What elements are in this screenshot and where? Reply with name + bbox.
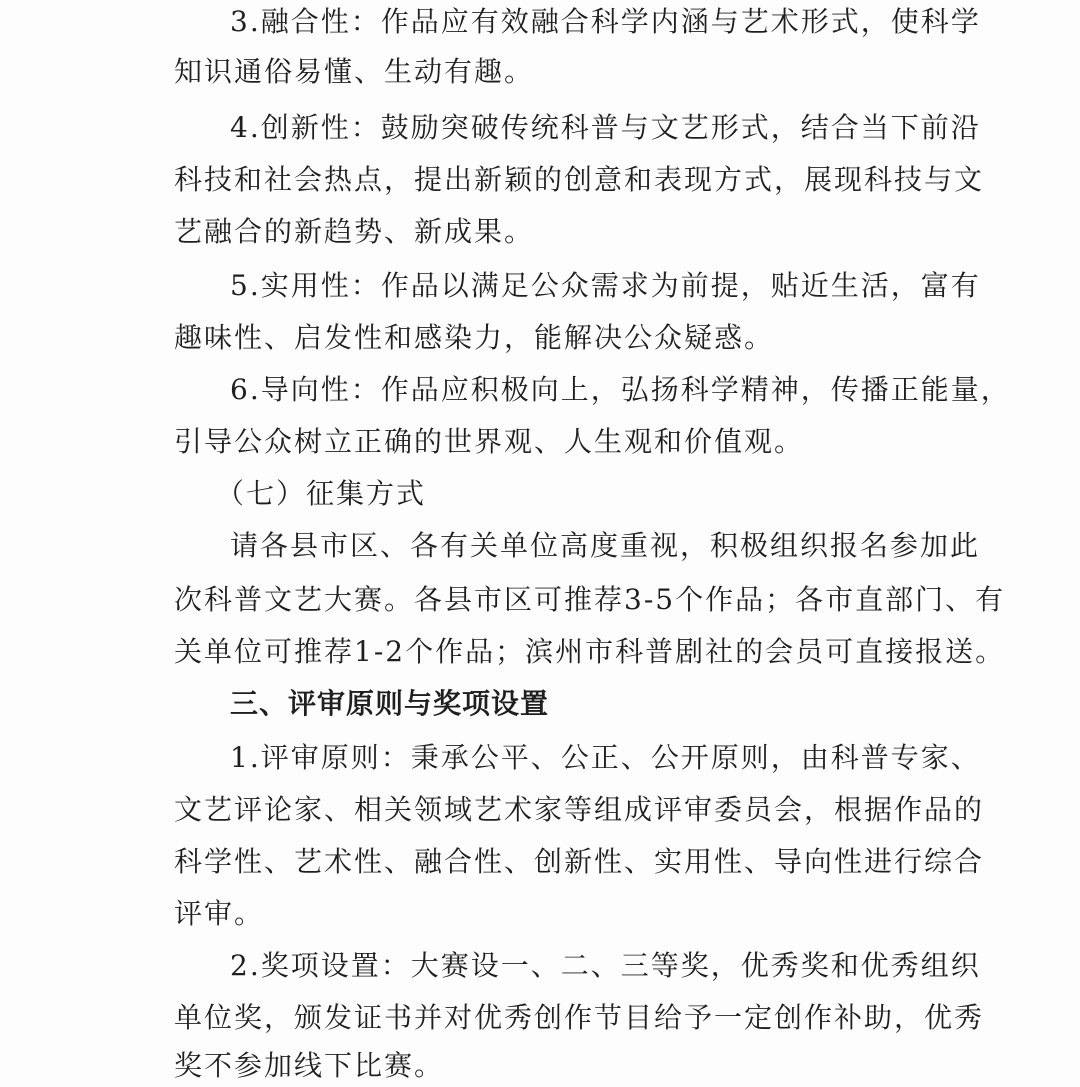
- section-heading: （七）征集方式: [216, 477, 427, 510]
- text-line: 请各县市区、各有关单位高度重视，积极组织报名参加此: [230, 529, 981, 562]
- text-line: 文艺评论家、相关领域艺术家等组成评审委员会，根据作品的: [174, 793, 985, 826]
- text-line: 趣味性、启发性和感染力，能解决公众疑惑。: [174, 321, 775, 354]
- text-line: 科学性、艺术性、融合性、创新性、实用性、导向性进行综合: [174, 845, 985, 878]
- text-line: 2.奖项设置：大赛设一、二、三等奖，优秀奖和优秀组织: [230, 949, 981, 982]
- text-line: 艺融合的新趋势、新成果。: [174, 215, 535, 248]
- text-line: 4.创新性：鼓励突破传统科普与文艺形式，结合当下前沿: [230, 111, 981, 144]
- text-line: 次科普文艺大赛。各县市区可推荐3-5个作品；各市直部门、有: [174, 583, 1006, 616]
- text-line: 引导公众树立正确的世界观、人生观和价值观。: [174, 425, 805, 458]
- text-line: 3.融合性：作品应有效融合科学内涵与艺术形式，使科学: [230, 5, 981, 38]
- text-line: 知识通俗易懂、生动有趣。: [174, 55, 535, 88]
- text-line: 1.评审原则：秉承公平、公正、公开原则，由科普专家、: [230, 741, 981, 774]
- text-line: 关单位可推荐1-2个作品；滨州市科普剧社的会员可直接报送。: [174, 635, 1006, 668]
- text-line: 科技和社会热点，提出新颖的创意和表现方式，展现科技与文: [174, 163, 985, 196]
- text-line: 评审。: [174, 897, 265, 930]
- text-line: 奖不参加线下比赛。: [174, 1049, 445, 1082]
- text-line: 6.导向性：作品应积极向上，弘扬科学精神，传播正能量，: [230, 373, 1011, 406]
- section-heading: 三、评审原则与奖项设置: [230, 687, 550, 720]
- text-line: 单位奖，颁发证书并对优秀创作节目给予一定创作补助，优秀: [174, 1001, 985, 1034]
- text-line: 5.实用性：作品以满足公众需求为前提，贴近生活，富有: [230, 269, 981, 302]
